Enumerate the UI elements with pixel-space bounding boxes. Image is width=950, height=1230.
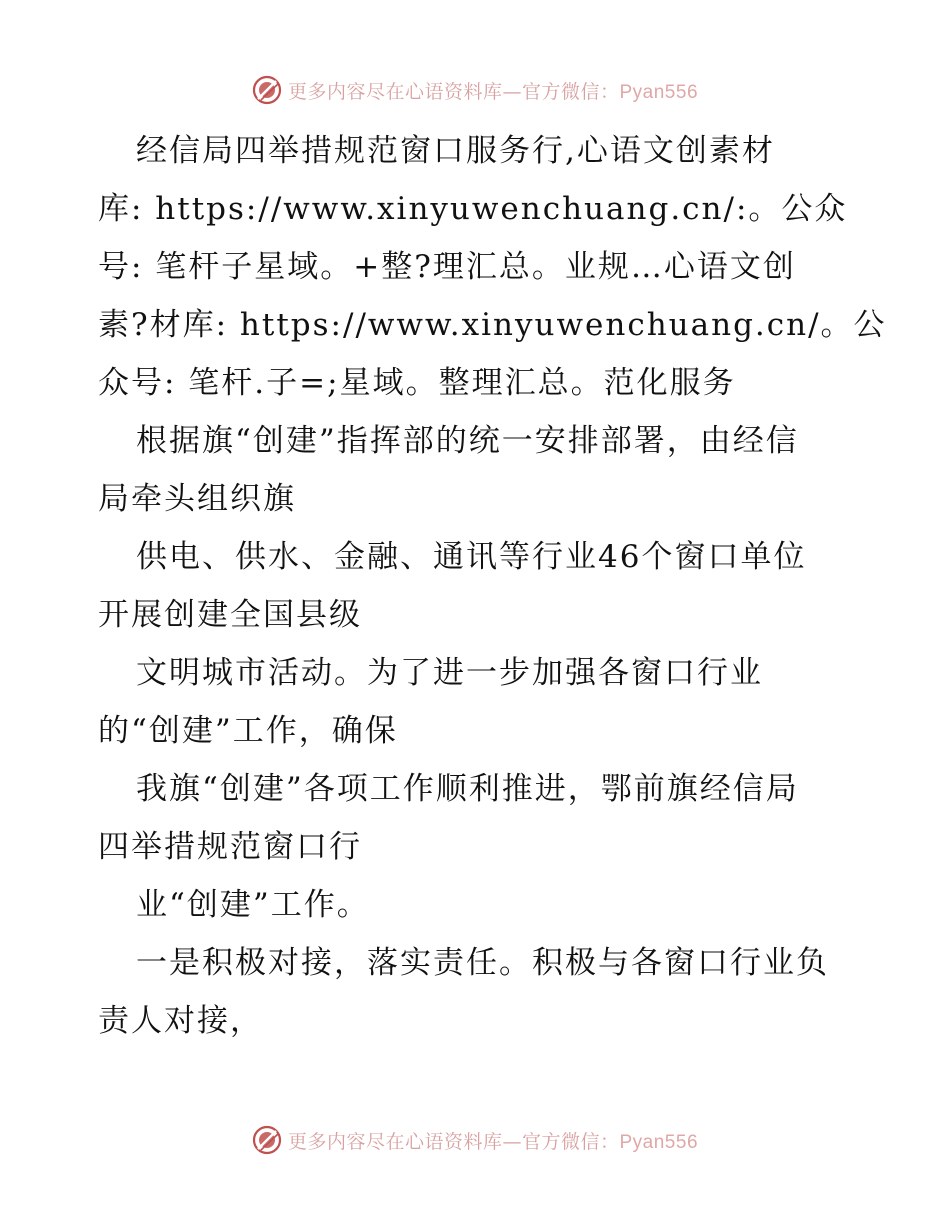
text-line: 经信局四举措规范窗口服务行,心语文创素材 — [136, 133, 775, 169]
banner-handle: Pyan556 — [619, 81, 699, 103]
document-body — [98, 122, 887, 1050]
text-line: 根据旗“创建”指挥部的统一安排部署，由经信 — [136, 423, 799, 459]
banner-label: 更多内容尽在心语资料库—官方微信： — [287, 1130, 620, 1153]
header-watermark-banner — [0, 70, 950, 110]
text-line: 局牵头组织旗 — [98, 481, 296, 517]
text-line: 众号: 笔杆.子=;星域。整理汇总。范化服务 — [98, 365, 736, 401]
footer-watermark-banner — [0, 1120, 950, 1160]
text-line: 我旗“创建”各项工作顺利推进，鄂前旗经信局 — [136, 771, 799, 807]
text-line: 库: https://www.xinyuwenchuang.cn/:。公众 — [98, 191, 848, 227]
text-line: 的“创建”工作，确保 — [98, 713, 398, 749]
text-line: 号: 笔杆子星域。+整?理汇总。业规…心语文创 — [98, 249, 796, 285]
text-line: 业“创建”工作。 — [136, 887, 370, 923]
banner-text — [288, 1127, 698, 1154]
text-line: 供电、供水、金融、通讯等行业46个窗口单位 — [136, 539, 807, 575]
text-line: 一是积极对接，落实责任。积极与各窗口行业负 — [136, 945, 829, 981]
seal-logo-icon — [252, 75, 282, 105]
text-line: 文明城市活动。为了进一步加强各窗口行业 — [136, 655, 763, 691]
banner-label: 更多内容尽在心语资料库—官方微信： — [287, 80, 620, 103]
seal-logo-icon — [252, 1125, 282, 1155]
banner-text — [288, 77, 698, 104]
text-line: 素?材库: https://www.xinyuwenchuang.cn/。公 — [98, 307, 887, 343]
text-line: 开展创建全国县级 — [98, 597, 362, 633]
text-line: 责人对接， — [98, 1003, 263, 1039]
banner-handle: Pyan556 — [619, 1131, 699, 1153]
text-line: 四举措规范窗口行 — [98, 829, 362, 865]
